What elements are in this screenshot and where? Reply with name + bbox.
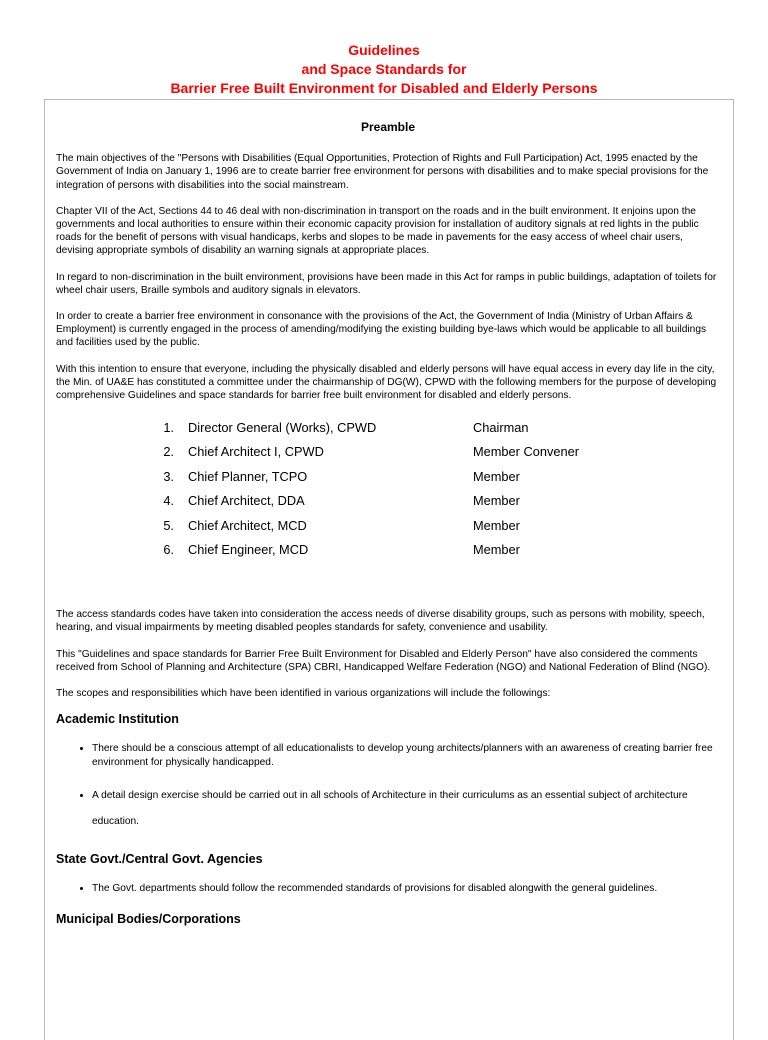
member-role: Member [473,468,520,484]
member-name: Chief Architect, MCD [188,517,307,533]
table-row [154,415,579,440]
paragraph: In order to create a barrier free environment in consonance with the provisions of the Act, the Government of India (Ministry of Urban Affairs & Employment) is currently engaged in the process of amending/modifying the existing building bye-laws which would be applicable to all buildings and facilities used by the public. [56,311,707,349]
list-item: • There should be a conscious attempt of all educationalists to develop young architects/planners with an awareness of creating barrier free environment for physically handicapped. [92,742,720,768]
member-role: Member [473,493,520,509]
govt-list [56,882,720,895]
member-role: Member [473,542,520,558]
member-role: Member Convener [473,444,579,460]
member-name: Chief Planner, TCPO [188,468,308,484]
academic-list [56,742,720,834]
table-row [154,489,579,514]
member-number: 5. [163,517,174,533]
title-line-2: and Space Standards for [301,61,467,77]
member-number: 1. [163,419,174,435]
member-role: Chairman [473,419,529,435]
table-row [154,513,579,538]
committee-members-table [154,415,579,562]
member-number: 3. [163,468,174,484]
preamble-heading: Preamble [360,120,416,134]
section-heading-municipal: Municipal Bodies/Corporations [56,912,241,927]
paragraph: Chapter VII of the Act, Sections 44 to 46 deal with non-discrimination in transport on the roads and in the built environment. It enjoins upon the governments and local authorities to ensure within their economic capacity provision for installation of auditory signals at red lights in the public roads for the benefit of persons with visual handicaps, kerbs and slopes to be made in pavements for the easy access of wheel chair users, devising appropriate symbols of disability an warning signals at appropriate places. [56,205,699,257]
table-row [154,538,579,563]
member-name: Chief Architect I, CPWD [188,444,324,460]
list-item: • A detail design exercise should be carried out in all schools of Architecture in their curriculums as an essential subject of architecture education. [92,783,720,835]
member-name: Chief Architect, DDA [188,493,305,509]
paragraph: This "Guidelines and space standards for Barrier Free Built Environment for Disabled and Elderly Person" have also considered the comments received from School of Planning and Architecture (SPA) CBRI, Handicapped Welfare Federation (NGO) and National Federation of Blind (NGO). [56,648,711,673]
paragraph: The scopes and responsibilities which have been identified in various organizations will include the followings: [56,688,551,700]
member-role: Member [473,517,520,533]
title-line-1: Guidelines [348,42,420,58]
section-heading-govt: State Govt./Central Govt. Agencies [56,851,263,866]
table-row [154,440,579,465]
document-title [0,41,768,98]
member-number: 2. [163,444,174,460]
table-row [154,464,579,489]
title-line-3: Barrier Free Built Environment for Disabled and Elderly Persons [170,80,598,96]
member-name: Chief Engineer, MCD [188,542,309,558]
spacer [56,562,720,608]
paragraph: The main objectives of the "Persons with Disabilities (Equal Opportunities, Protection of Rights and Full Participation) Act, 1995 enacted by the Government of India on January 1, 1996 are to create barrier free environment for persons with disabilities and to make special provisions for the integration of persons with disabilities into the social mainstream. [56,153,709,191]
document-body [56,121,720,942]
paragraph: The access standards codes have taken into consideration the access needs of diverse disability groups, such as persons with mobility, speech, hearing, and visual impairments by meeting disabled peoples standards for safety, convenience and usability. [56,609,705,634]
list-item: • The Govt. departments should follow the recommended standards of provisions for disabled alongwith the general guidelines. [92,882,720,895]
section-heading-academic: Academic Institution [56,712,179,727]
member-name: Director General (Works), CPWD [188,419,377,435]
paragraph: In regard to non-discrimination in the built environment, provisions have been made in this Act for ramps in public buildings, adaptation of toilets for wheel chair users, Braille symbols and auditory signals in elevators. [56,271,717,296]
member-number: 4. [163,493,174,509]
member-number: 6. [163,542,174,558]
paragraph: With this intention to ensure that everyone, including the physically disabled and elderly persons will have equal access in every day life in the city, the Min. of UA&E has constituted a committee under the chairmanship of DG(W), CPWD with the following members for the purpose of developing comprehensive Guidelines and space standards for barrier free built environment for disabled and elderly persons. [56,363,717,402]
